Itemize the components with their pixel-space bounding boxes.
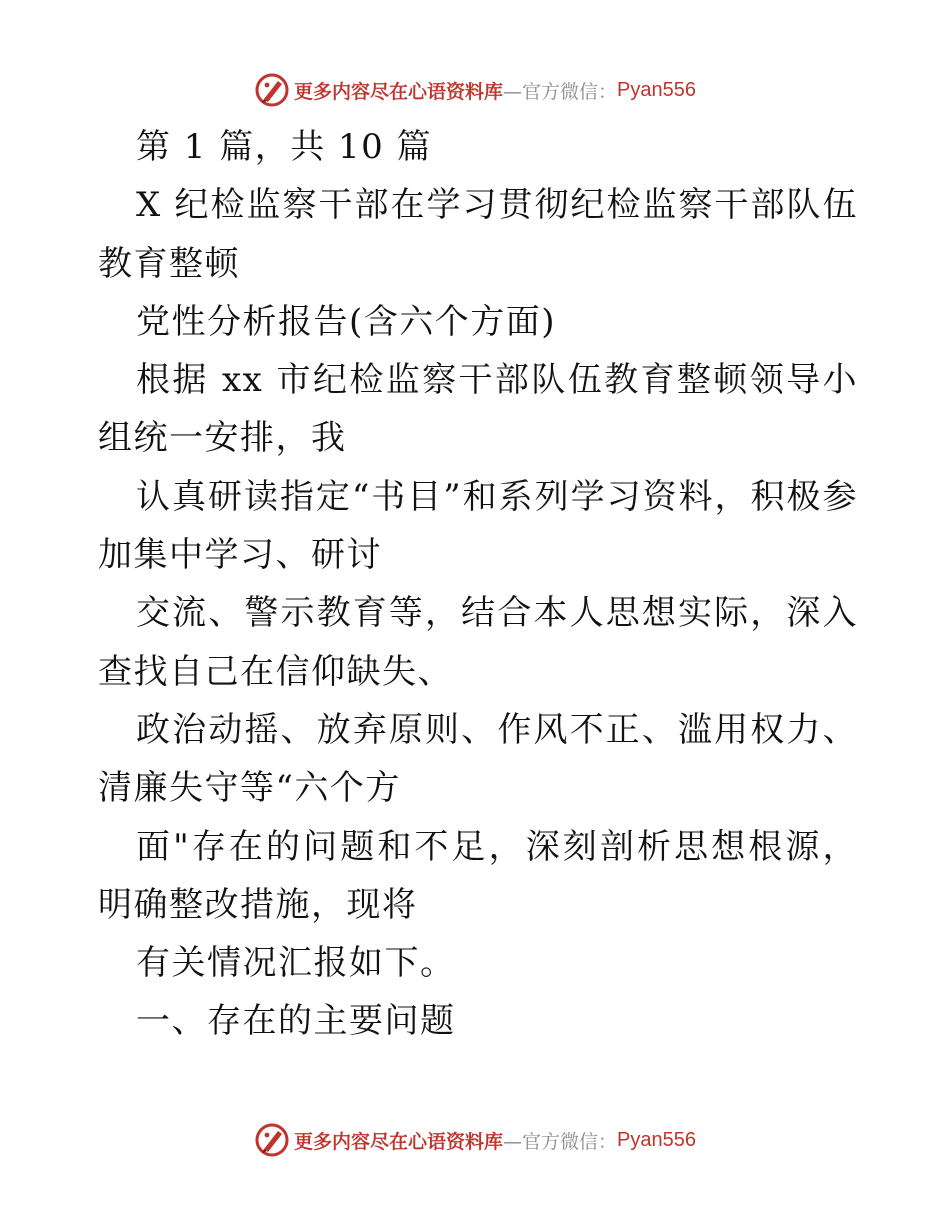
pen-seal-icon — [254, 72, 290, 108]
paragraph-body: 面"存在的问题和不足，深刻剖析思想根源，明确整改措施，现将 — [98, 826, 858, 925]
watermark-banner-top — [0, 70, 950, 110]
paragraph-page-count: 第 1 篇，共 10 篇 — [136, 127, 433, 167]
paragraph-title: X 纪检监察干部在学习贯彻纪检监察干部队伍教育整顿 — [98, 185, 858, 284]
watermark-separator-text: —官方微信： — [503, 80, 618, 103]
paragraph-body: 根据 xx 市纪检监察干部队伍教育整顿领导小组统一安排，我 — [98, 360, 858, 459]
paragraph-subtitle: 党性分析报告(含六个方面) — [136, 301, 557, 342]
paragraph-body: 有关情况汇报如下。 — [136, 943, 456, 984]
watermark-wechat-id: Pyan556 — [617, 1128, 696, 1151]
watermark-wechat-id: Pyan556 — [617, 78, 696, 101]
pen-seal-icon — [254, 1122, 290, 1158]
paragraph-body: 认真研读指定“书目”和系列学习资料，积极参加集中学习、研讨 — [98, 476, 858, 576]
document-body — [98, 118, 858, 1051]
paragraph-body: 交流、警示教育等，结合本人思想实际，深入查找自己在信仰缺失、 — [98, 593, 858, 692]
paragraph-body: 政治动摇、放弃原则、作风不正、滥用权力、清廉失守等“六个方 — [98, 709, 858, 809]
watermark-main-text: 更多内容尽在心语资料库 — [294, 1130, 504, 1153]
watermark-separator-text: —官方微信： — [503, 1130, 618, 1153]
watermark-main-text: 更多内容尽在心语资料库 — [294, 80, 504, 103]
section-heading: 一、存在的主要问题 — [136, 1001, 456, 1042]
watermark-banner-bottom — [0, 1120, 950, 1160]
